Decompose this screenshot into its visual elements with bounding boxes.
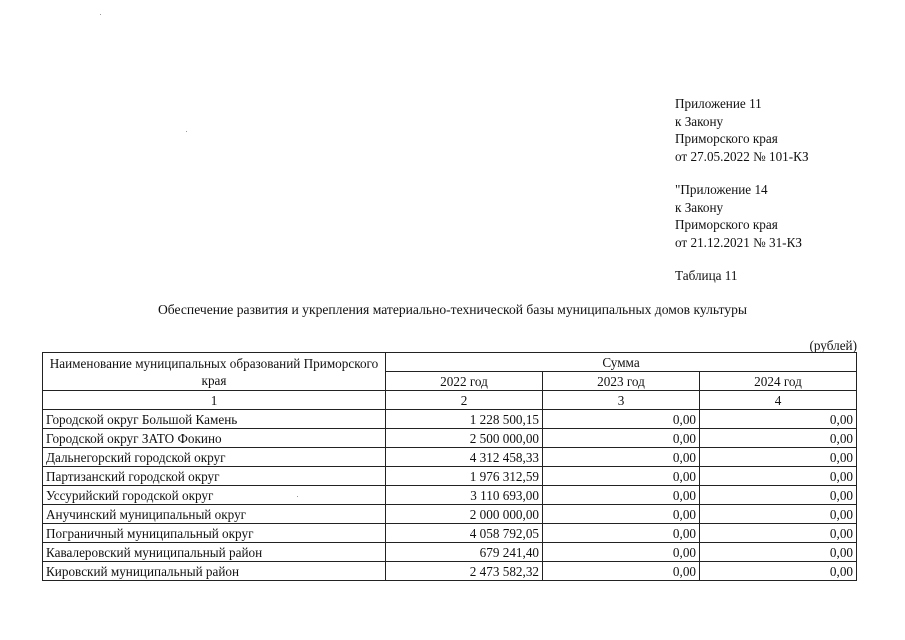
amount-2024: 0,00 <box>700 543 857 562</box>
amount-2022: 2 500 000,00 <box>386 429 543 448</box>
scan-speck <box>100 14 101 15</box>
annex-line: Приморского края <box>675 131 778 146</box>
table-row <box>43 543 857 562</box>
column-header-year: 2024 год <box>700 372 857 391</box>
table-row <box>43 486 857 505</box>
amount-2023: 0,00 <box>543 505 700 524</box>
municipality-name: Анучинский муниципальный округ <box>43 505 386 524</box>
annex-line: к Закону <box>675 113 724 129</box>
scan-speck <box>186 131 187 132</box>
amount-2024: 0,00 <box>700 410 857 429</box>
amount-2023: 0,00 <box>543 524 700 543</box>
table-row <box>43 562 857 581</box>
municipality-name: Городской округ ЗАТО Фокино <box>43 429 386 448</box>
municipality-name: Партизанский городской округ <box>43 467 386 486</box>
amount-2022: 1 976 312,59 <box>386 467 543 486</box>
amount-2024: 0,00 <box>700 467 857 486</box>
amount-2022: 1 228 500,15 <box>386 410 543 429</box>
table-row <box>43 505 857 524</box>
amount-2024: 0,00 <box>700 524 857 543</box>
annex-line: от 21.12.2021 № 31-КЗ <box>675 234 802 250</box>
amount-2023: 0,00 <box>543 486 700 505</box>
amount-2022: 679 241,40 <box>386 543 543 562</box>
amount-2023: 0,00 <box>543 448 700 467</box>
column-number: 1 <box>43 391 386 410</box>
municipality-name: Пограничный муниципальный округ <box>43 524 386 543</box>
annex-line: к Закону <box>675 199 724 215</box>
funding-table <box>42 352 857 581</box>
table-row <box>43 429 857 448</box>
column-number: 2 <box>386 391 543 410</box>
column-header-sum: Сумма <box>386 353 857 372</box>
table-row <box>43 410 857 429</box>
amount-2022: 4 312 458,33 <box>386 448 543 467</box>
document-title: Обеспечение развития и укрепления материально-технической базы муниципальных домов культуры <box>157 302 748 317</box>
column-header-year: 2023 год <box>543 372 700 391</box>
column-number: 4 <box>700 391 857 410</box>
table-row <box>43 467 857 486</box>
municipality-name: Кировский муниципальный район <box>43 562 386 581</box>
amount-2023: 0,00 <box>543 467 700 486</box>
annex-line: Приморского края <box>675 217 778 232</box>
amount-2023: 0,00 <box>543 562 700 581</box>
annex-line: "Приложение 14 <box>675 182 768 197</box>
amount-2023: 0,00 <box>543 410 700 429</box>
amount-2022: 4 058 792,05 <box>386 524 543 543</box>
municipality-name: Кавалеровский муниципальный район <box>43 543 386 562</box>
amount-2024: 0,00 <box>700 505 857 524</box>
municipality-name: Городской округ Большой Камень <box>43 410 386 429</box>
annex-line: Приложение 11 <box>675 96 762 111</box>
annex-header-current <box>675 95 809 165</box>
table-row <box>43 524 857 543</box>
amount-2024: 0,00 <box>700 486 857 505</box>
column-header-name: Наименование муниципальных образований Приморского края <box>43 353 386 391</box>
table-number: Таблица 11 <box>675 268 738 283</box>
amount-2023: 0,00 <box>543 543 700 562</box>
amount-2024: 0,00 <box>700 429 857 448</box>
column-header-year: 2022 год <box>386 372 543 391</box>
unit-label: (рублей) <box>809 338 857 353</box>
municipality-name: Уссурийский городской округ <box>43 486 386 505</box>
table-row <box>43 448 857 467</box>
amount-2024: 0,00 <box>700 448 857 467</box>
annex-header-amended <box>675 181 802 251</box>
amount-2022: 3 110 693,00 <box>386 486 543 505</box>
amount-2023: 0,00 <box>543 429 700 448</box>
amount-2024: 0,00 <box>700 562 857 581</box>
municipality-name: Дальнегорский городской округ <box>43 448 386 467</box>
amount-2022: 2 000 000,00 <box>386 505 543 524</box>
annex-line: от 27.05.2022 № 101-КЗ <box>675 148 809 164</box>
column-number: 3 <box>543 391 700 410</box>
amount-2022: 2 473 582,32 <box>386 562 543 581</box>
